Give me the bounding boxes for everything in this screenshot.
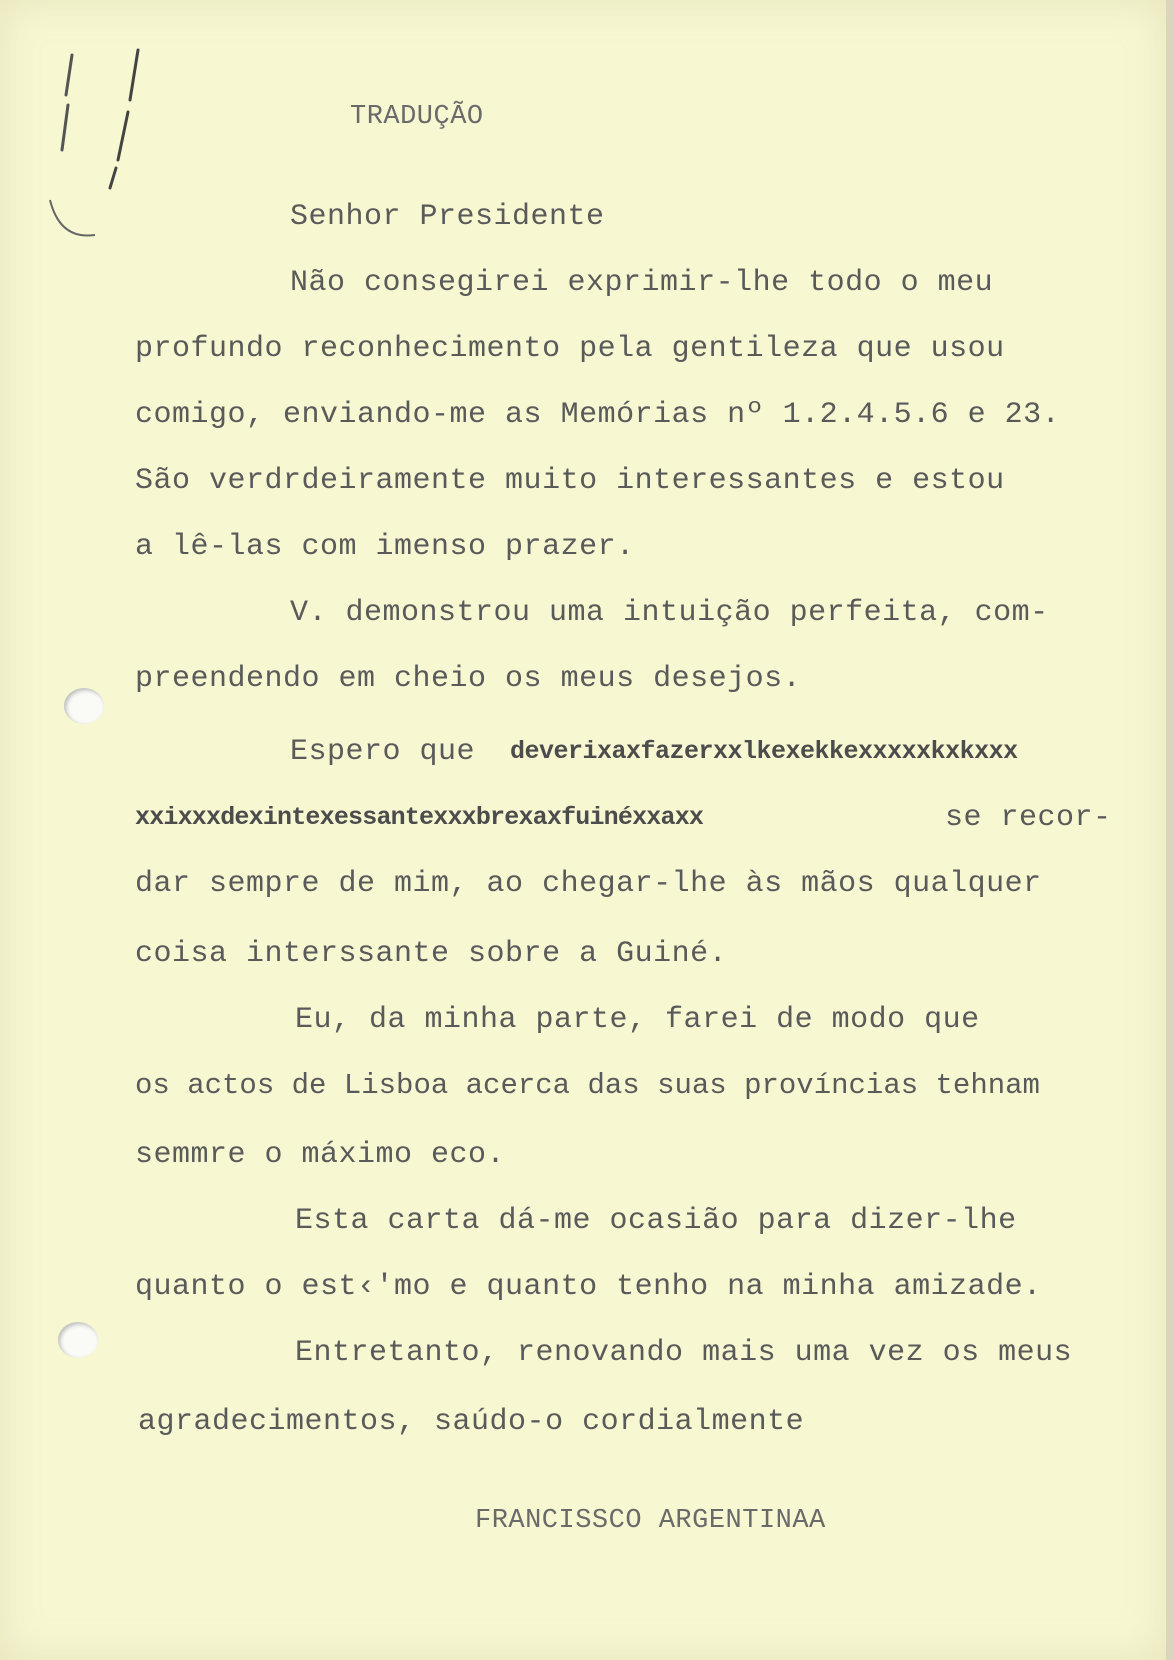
text-line: se recor-	[945, 801, 1112, 835]
text-line: V. demonstrou uma intuição perfeita, com-	[290, 596, 1049, 630]
text-line: Esta carta dá-me ocasião para dizer-lhe	[295, 1204, 1017, 1238]
text-line: Eu, da minha parte, farei de modo que	[295, 1003, 980, 1037]
text-line: agradecimentos, saúdo-o cordialmente	[138, 1405, 805, 1439]
punch-hole-top	[64, 688, 104, 724]
text-line: profundo reconhecimento pela gentileza que usou	[135, 332, 1005, 366]
text-line: Entretanto, renovando mais uma vez os meus	[295, 1336, 1073, 1370]
text-line: Espero que	[290, 735, 476, 769]
text-line: quanto o est‹'mo e quanto tenho na minha amizade.	[135, 1270, 1042, 1304]
text-line: os actos de Lisboa acerca das suas províncias tehnam	[135, 1069, 1040, 1102]
document-title: TRADUÇÃO	[350, 102, 484, 132]
salutation: Senhor Presidente	[290, 200, 605, 234]
text-line: São verdrdeiramente muito interessantes e estou	[135, 464, 1005, 498]
text-line: semmre o máximo eco.	[135, 1138, 506, 1172]
text-line: preendendo em cheio os meus desejos.	[135, 662, 802, 696]
struck-out-text: xxixxxdexintexessantexxxbrexaxfuinéxxaxx	[135, 803, 704, 832]
pencil-marks	[0, 0, 160, 260]
text-line: a lê-las com imenso prazer.	[135, 530, 635, 564]
text-line: Não consegirei exprimir-lhe todo o meu	[290, 266, 994, 300]
text-line: coisa interssante sobre a Guiné.	[135, 937, 728, 971]
text-line: dar sempre de mim, ao chegar-lhe às mãos qualquer	[135, 867, 1042, 901]
punch-hole-bottom	[58, 1322, 98, 1358]
signature: FRANCISSCO ARGENTINAA	[475, 1506, 826, 1536]
page-edge	[1166, 0, 1173, 1660]
text-line: comigo, enviando-me as Memórias nº 1.2.4.5.6 e 23.	[135, 398, 1061, 432]
struck-out-text: deverixaxfazerxxlkexekkexxxxxkxkxxx	[510, 737, 1018, 766]
